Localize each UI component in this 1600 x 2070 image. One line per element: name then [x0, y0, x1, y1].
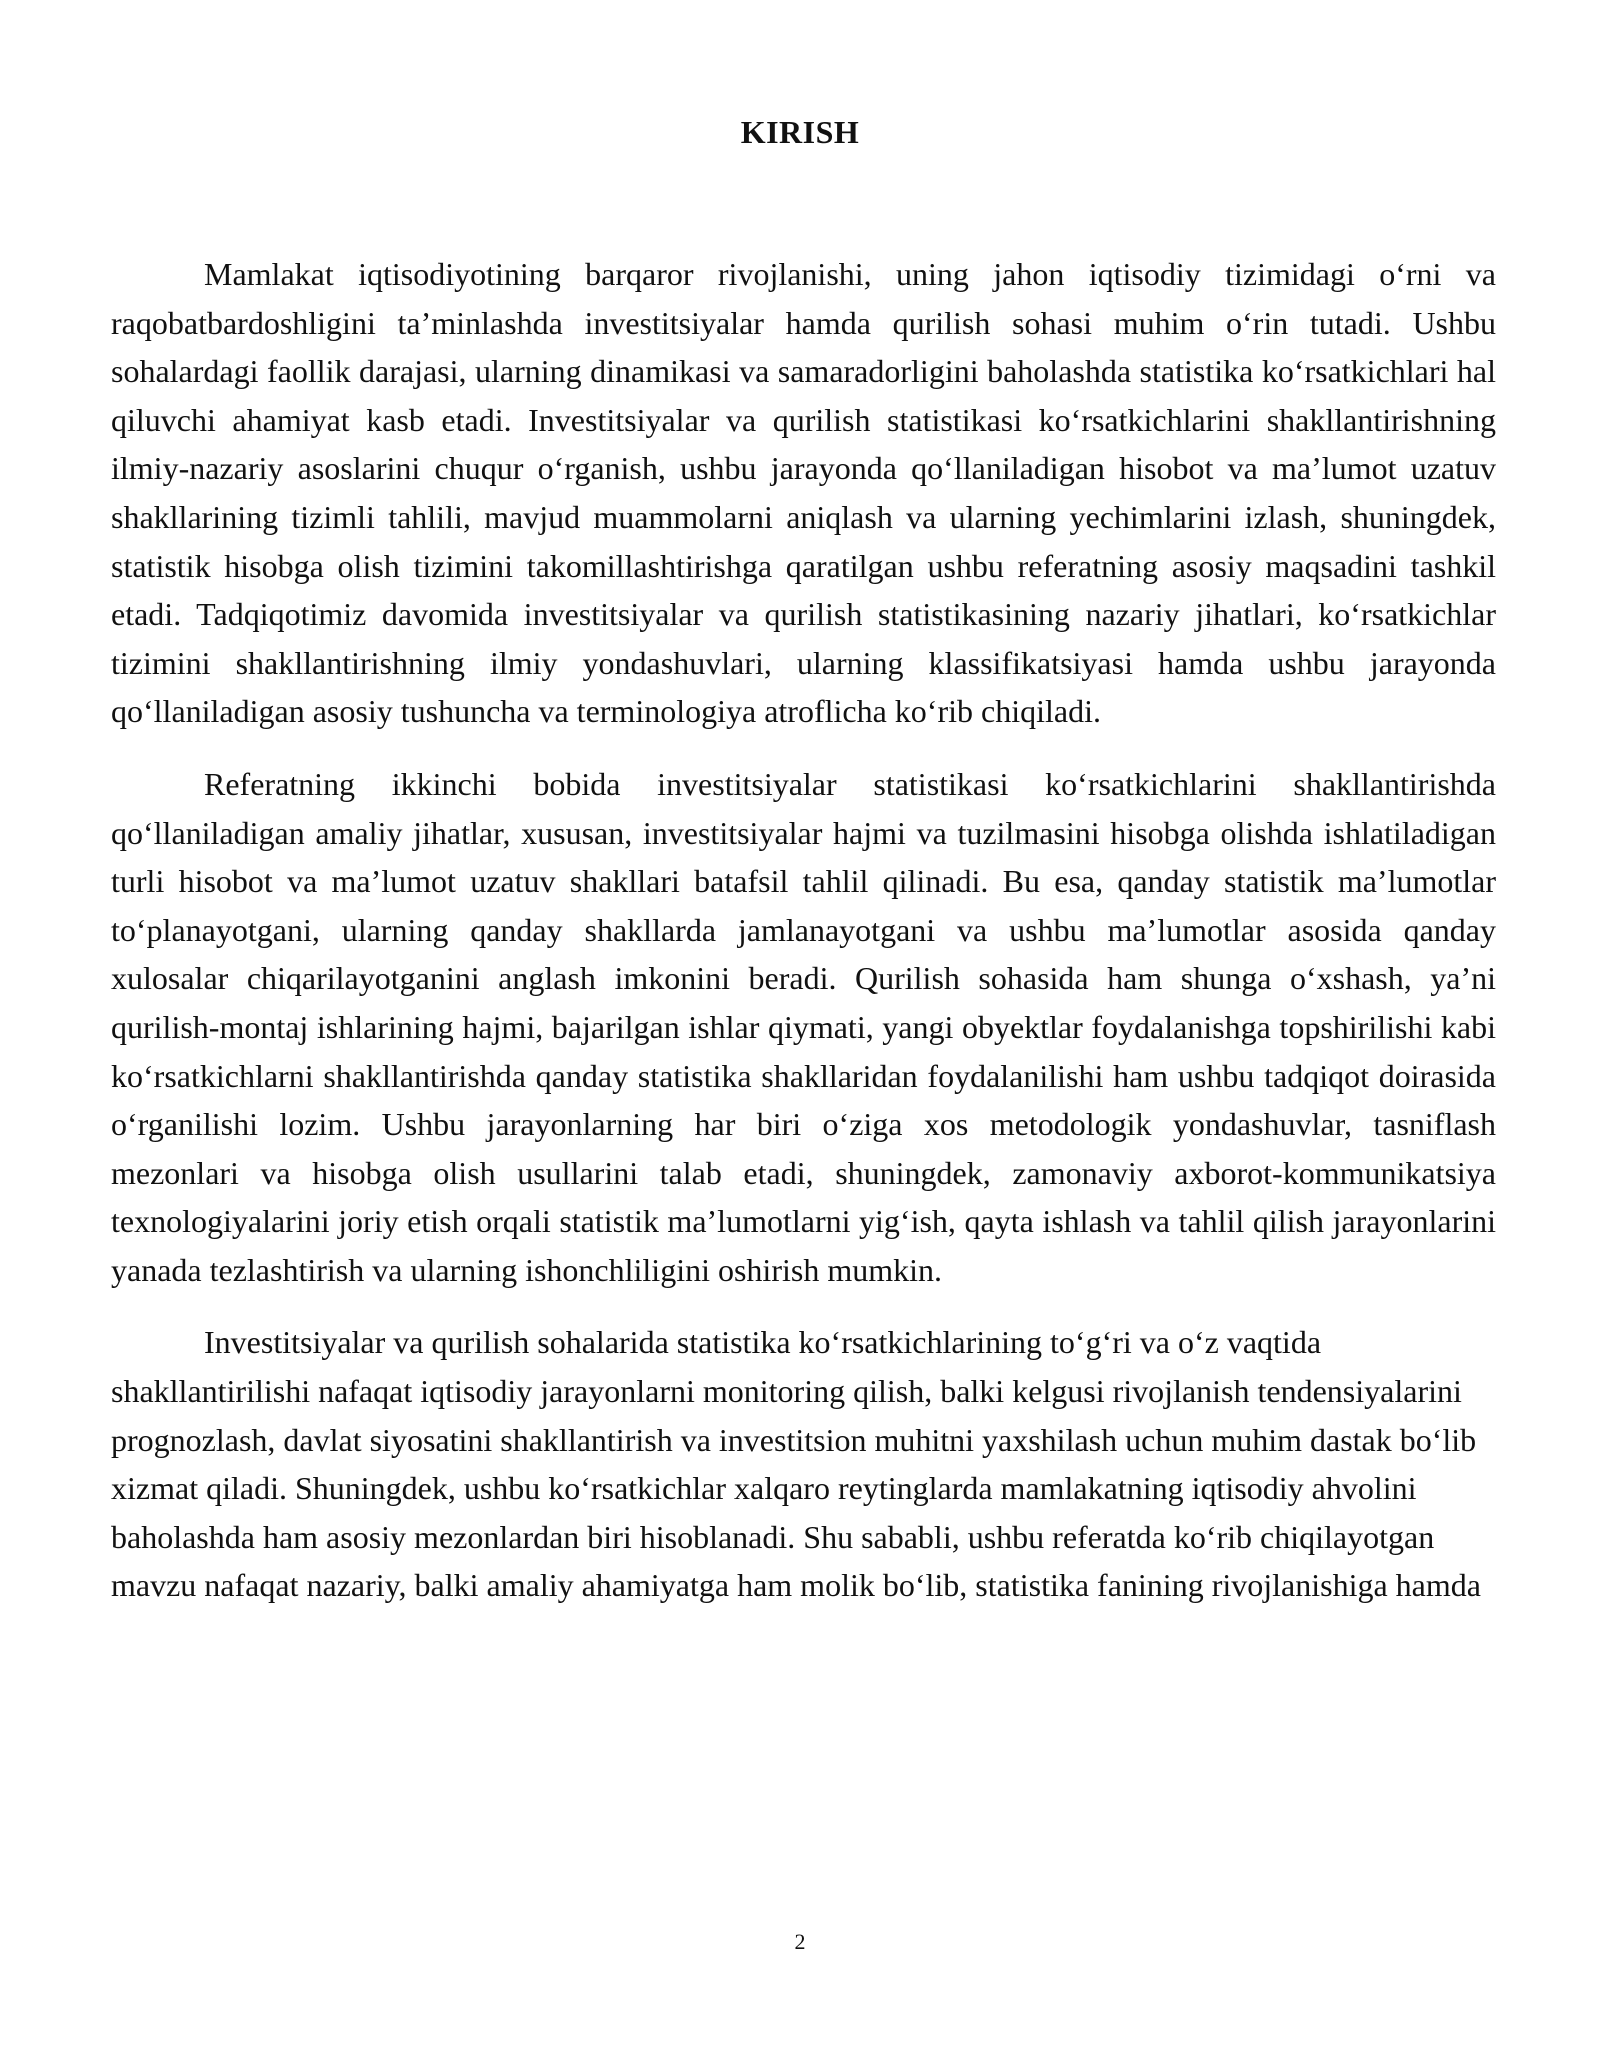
document-body	[111, 250, 1496, 1634]
page-number: 2	[794, 1929, 806, 1954]
paragraph-3: Investitsiyalar va qurilish sohalarida statistika ko‘rsatkichlarining to‘g‘ri va o‘z vaqtida shakllantirilishi nafaqat iqtisodiy jarayonlarni monitoring qilish, balki kelgusi rivojlanish tendensiyalarini prognozlash, davlat siyosatini shakllantirish va investitsion muhitni yaxshilash uchun muhim dastak bo‘lib xizmat qiladi. Shuningdek, ushbu ko‘rsatkichlar xalqaro reytinglarda mamlakatning iqtisodiy ahvolini baholashda ham asosiy mezonlardan biri hisoblanadi. Shu sababli, ushbu referatda ko‘rib chiqilayotgan mavzu nafaqat nazariy, balki amaliy ahamiyatga ham molik bo‘lib, statistika fanining rivojlanishiga hamda	[111, 1324, 1481, 1604]
section-title: KIRISH	[740, 114, 860, 150]
paragraph-2: Referatning ikkinchi bobida investitsiyalar statistikasi ko‘rsatkichlarini shakllantirishda qo‘llaniladigan amaliy jihatlar, xususan, investitsiyalar hajmi va tuzilmasini hisobga olishda ishlatiladigan turli hisobot va ma’lumot uzatuv shakllari batafsil tahlil qilinadi. Bu esa, qanday statistik ma’lumotlar to‘planayotgani, ularning qanday shakllarda jamlanayotgani va ushbu ma’lumotlar asosida qanday xulosalar chiqarilayotganini anglash imkonini beradi. Qurilish sohasida ham shunga o‘xshash, ya’ni qurilish-montaj ishlarining hajmi, bajarilgan ishlar qiymati, yangi obyektlar foydalanishga topshirilishi kabi ko‘rsatkichlarni shakllantirishda qanday statistika shakllaridan foydalanilishi ham ushbu tadqiqot doirasida o‘rganilishi lozim. Ushbu jarayonlarning har biri o‘ziga xos metodologik yondashuvlar, tasniflash mezonlari va hisobga olish usullarini talab etadi, shuningdek, zamonaviy axborot-kommunikatsiya texnologiyalarini joriy etish orqali statistik ma’lumotlarni yig‘ish, qayta ishlash va tahlil qilish jarayonlarini yanada tezlashtirish va ularning ishonchliligini oshirish mumkin.	[111, 765, 1496, 1288]
paragraph-1: Mamlakat iqtisodiyotining barqaror rivojlanishi, uning jahon iqtisodiy tizimidagi o‘rni va raqobatbardoshligini ta’minlashda investitsiyalar hamda qurilish sohasi muhim o‘rin tutadi. Ushbu sohalardagi faollik darajasi, ularning dinamikasi va samaradorligini baholashda statistika ko‘rsatkichlari hal qiluvchi ahamiyat kasb etadi. Investitsiyalar va qurilish statistikasi ko‘rsatkichlarini shakllantirishning ilmiy-nazariy asoslarini chuqur o‘rganish, ushbu jarayonda qo‘llaniladigan hisobot va ma’lumot uzatuv shakllarining tizimli tahlili, mavjud muammolarni aniqlash va ularning yechimlarini izlash, shuningdek, statistik hisobga olish tizimini takomillashtirishga qaratilgan ushbu referatning asosiy maqsadini tashkil etadi. Tadqiqotimiz davomida investitsiyalar va qurilish statistikasining nazariy jihatlari, ko‘rsatkichlar tizimini shakllantirishning ilmiy yondashuvlari, ularning klassifikatsiyasi hamda ushbu jarayonda qo‘llaniladigan asosiy tushuncha va terminologiya atroflicha ko‘rib chiqiladi.	[111, 256, 1496, 730]
